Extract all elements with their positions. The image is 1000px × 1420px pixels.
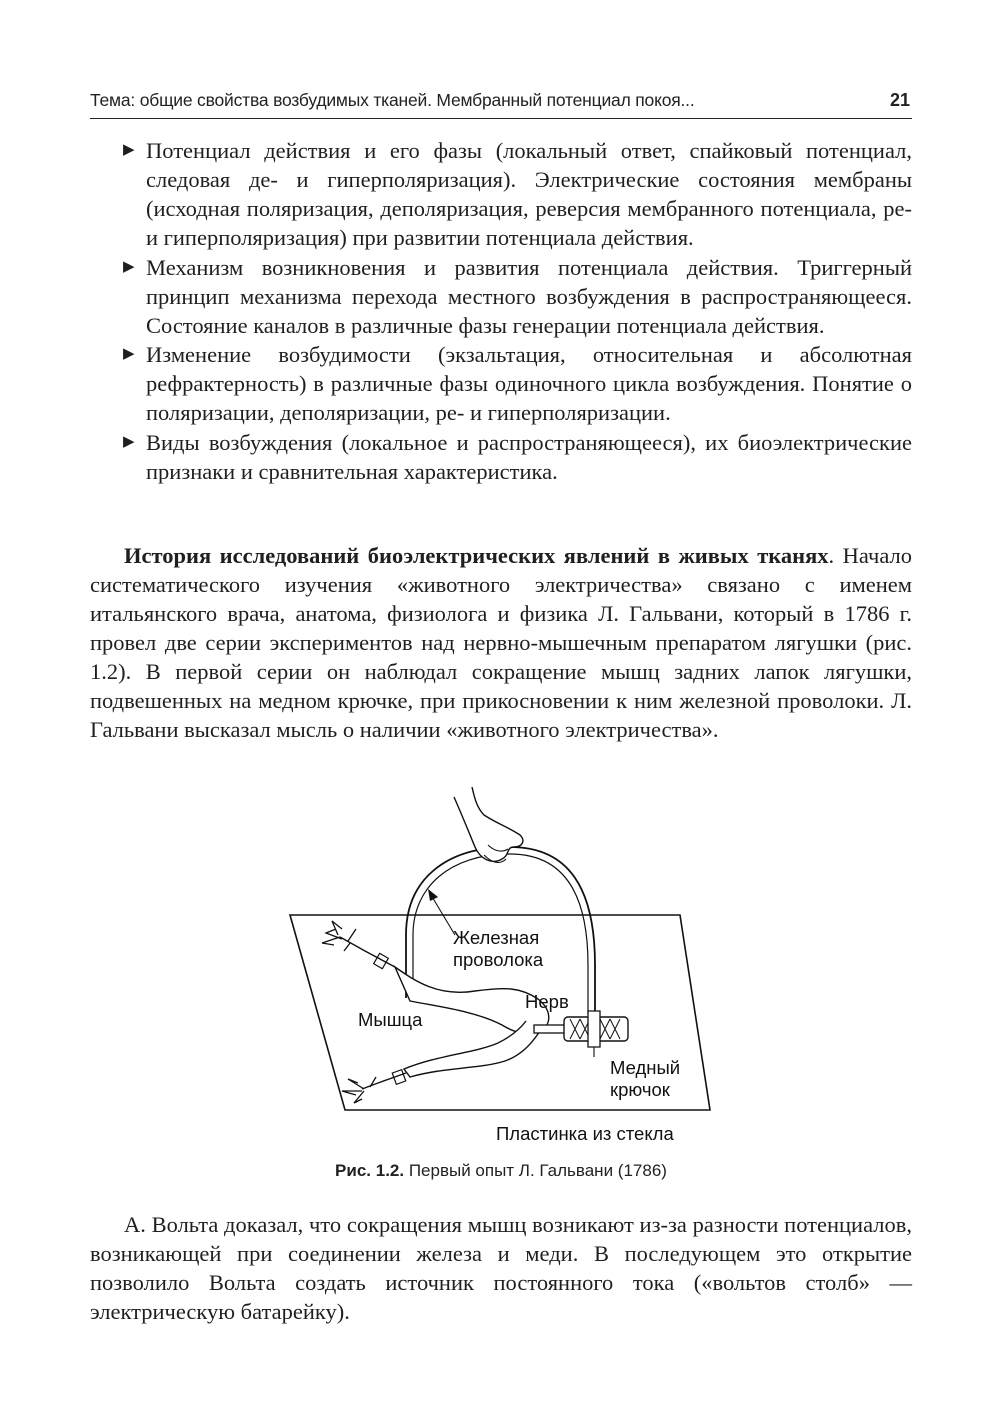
history-heading: История исследований биоэлектрических явлений в живых тканях — [124, 543, 829, 568]
running-header — [90, 86, 912, 119]
hook-clamp — [588, 1011, 600, 1047]
hand-icon — [454, 787, 523, 861]
bullet-arrow-icon: ▶ — [123, 346, 135, 362]
label-hook-2: крючок — [610, 1079, 670, 1100]
header-title: Тема: общие свойства возбудимых тканей. Мембранный потенциал покоя... — [90, 90, 695, 110]
bullet-text: Виды возбуждения (локальное и распространяющееся), их биоэлектрические признаки и сравнительная характеристика. — [146, 429, 912, 484]
label-hook-1: Медный — [610, 1057, 681, 1078]
bullet-arrow-icon: ▶ — [123, 433, 135, 450]
label-iron-wire-1: Железная — [453, 927, 540, 948]
bullet-text: Изменение возбудимости (экзальтация, относительная и абсолютная рефрактерность) в различные фазы одиночного цикла возбуждения. Понятие о поляризации, деполяризации, ре- и гиперполяризации. — [146, 342, 912, 425]
frog-leg-lower — [362, 1073, 406, 1089]
bullet-text: Механизм возникновения и развития потенциала действия. Триггерный принцип механизма перехода местного возбуждения в распространяющееся. Состояние каналов в различные фазы генерации потенциала действия. — [146, 254, 912, 338]
volta-paragraph: А. Вольта доказал, что сокращения мышц возникают из-за разности потенциалов, возникающей при соединении железа и меди. В последующем это открытие позволило Вольта создать источник постоянного тока («вольтов столб» — электрическую батарейку). — [90, 1212, 912, 1324]
history-text: . Начало систематического изучения «животного электричества» связано с именем итальянского врача, анатома, физиолога и физика Л. Гальвани, который в 1786 г. провел две серии экспериментов над нервно-мышечным препаратом лягушки (рис. 1.2). В первой серии он наблюдал сокращение мышц задних лапок лягушки, подвешенных на медном крючке, при прикосновении к ним железной проволоки. Л. Гальвани высказал мысль о наличии «животного электричества». — [90, 543, 912, 742]
label-glass-plate: Пластинка из стекла — [496, 1123, 674, 1144]
bullet-text: Потенциал действия и его фазы (локальный ответ, спайковый потенциал, следовая де- и гиперполяризация). Электрические состояния мембраны (исходная поляризация, деполяризация, реверсия мембранного потенциала, ре- и гиперполяризация) при развитии потенциала действия. — [146, 138, 912, 250]
wire-arrow-icon — [428, 889, 438, 901]
caption-number: Рис. 1.2. — [335, 1161, 405, 1180]
frog-foot-upper — [322, 921, 356, 951]
bullet-item — [90, 428, 912, 486]
muscle-hook-band-lower — [392, 1070, 406, 1085]
label-muscle: Мышца — [358, 1009, 423, 1030]
bullet-item — [90, 253, 912, 340]
bullet-arrow-icon: ▶ — [123, 142, 135, 158]
history-paragraph — [90, 541, 912, 744]
bullet-item — [90, 136, 912, 252]
label-nerve: Нерв — [525, 991, 569, 1012]
muscle-hook-band-upper — [374, 953, 389, 968]
frog-muscle-lower — [404, 1021, 540, 1077]
page-number: 21 — [889, 90, 910, 110]
galvani-figure — [270, 785, 740, 1155]
frog-leg-upper — [340, 937, 395, 967]
bullet-item — [90, 340, 912, 427]
figure-caption — [90, 1161, 912, 1181]
caption-text: Первый опыт Л. Гальвани (1786) — [404, 1161, 667, 1180]
bullet-list — [90, 136, 912, 486]
bullet-arrow-icon: ▶ — [123, 258, 135, 275]
label-iron-wire-2: проволока — [453, 949, 544, 970]
frog-foot-lower — [342, 1077, 376, 1103]
nerve — [534, 1025, 566, 1033]
